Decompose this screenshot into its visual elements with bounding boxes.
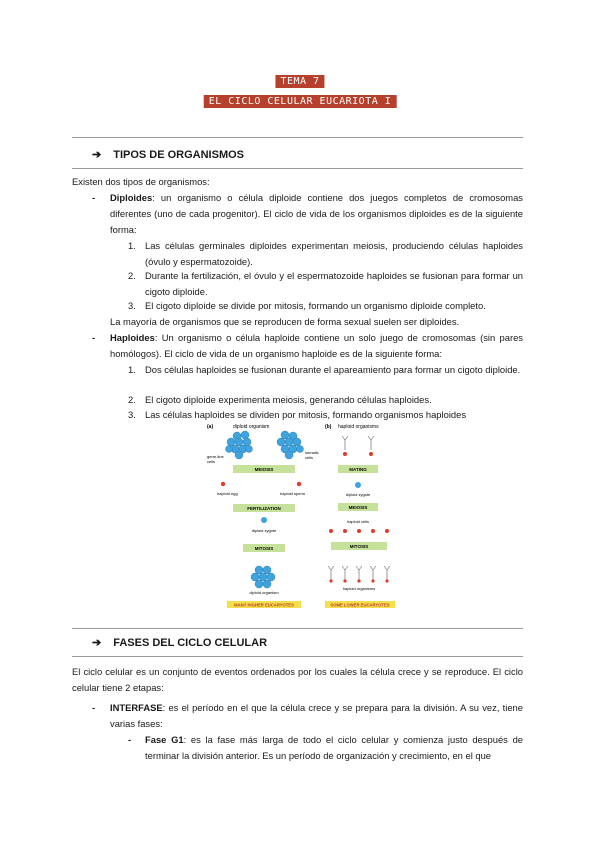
term-g1: Fase G1 <box>145 734 184 745</box>
fig-diploid-organism: diploid organism <box>249 590 279 595</box>
fig-mitosis-a: MITOSIS <box>254 546 274 551</box>
step-text: Las células germinales diploides experimentan meiosis, produciendo células haploides (óvulo y espermatozoide). <box>145 240 523 267</box>
step-number: 2. <box>128 394 136 405</box>
chapter-title: EL CICLO CELULAR EUCARIOTA I <box>204 95 397 108</box>
haploides-text: : Un organismo o célula haploide contiene un solo juego de cromosomas (sin pares homólogos). El ciclo de vida de un organismo haploide es de la siguiente forma: <box>110 332 523 359</box>
fig-haploid-sperm: haploid sperm <box>280 491 306 496</box>
step-number: 2. <box>128 270 136 281</box>
interfase-paragraph <box>110 700 523 732</box>
fig-tag-a: MANY HIGHER EUCARYOTES <box>234 602 294 608</box>
step-text: Las células haploides se dividen por mitosis, formando organismos haploides <box>145 409 467 420</box>
fig-meiosis: MEIOSIS <box>254 467 274 472</box>
term-diploides: Diploides <box>110 192 153 203</box>
fig-tag-b: SOME LOWER EUCARYOTES <box>330 602 390 608</box>
step-number: 1. <box>128 240 136 251</box>
step-number: 3. <box>128 300 136 311</box>
fig-somatic: somatic <box>305 450 319 455</box>
step-text: Durante la fertilización, el óvulo y el espermatozoide haploides se fusionan para formar un cigoto diploide. <box>145 270 523 297</box>
fig-haploid-egg: haploid egg <box>217 491 238 496</box>
tema-label: TEMA 7 <box>275 75 324 88</box>
egg-cell <box>221 482 225 486</box>
zygote-cell <box>355 482 361 488</box>
intro-text: Existen dos tipos de organismos: <box>72 176 210 187</box>
step-number: 1. <box>128 364 136 375</box>
section-heading-tipos <box>92 148 244 161</box>
diploides-text: : un organismo o célula diploide contiene dos juegos completos de cromosomas diferentes (uno de cada progenitor). El ciclo de vida de los organismos diploides es de la siguiente forma: <box>110 192 523 235</box>
diploid-organism-cluster <box>226 431 253 459</box>
fig-haploid-cells: haploid cells <box>346 519 370 524</box>
diploid-organism-cluster <box>251 566 275 588</box>
haploid-organisms-row <box>328 566 390 580</box>
fig-mitosis-b: MITOSIS <box>349 544 369 549</box>
divider <box>72 656 523 657</box>
arrow-icon: ➔ <box>92 149 102 161</box>
bullet-dash: - <box>92 332 96 343</box>
fig-mating: MATING <box>349 467 367 472</box>
step-text: El cigoto diploide experimenta meiosis, generando células haploides. <box>145 394 432 405</box>
g1-paragraph <box>145 732 523 764</box>
fig-somatic-cell: cells <box>305 455 314 460</box>
fases-intro: El ciclo celular es un conjunto de eventos ordenados por los cuales la célula crece y se reproduce. El ciclo celular tiene 2 etapas: <box>72 666 523 693</box>
step-number: 3. <box>128 409 136 420</box>
fig-haploid-organisms: haploid organisms <box>342 586 376 591</box>
haploid-organisms-row <box>342 436 374 450</box>
note-text: La mayoría de organismos que se reproducen de forma sexual suelen ser diploides. <box>110 316 460 327</box>
fig-diploid-zygote-a: diploid zygote <box>251 528 277 533</box>
fig-diploid-zygote-b: diploid zygote <box>345 492 371 497</box>
arrow-icon: ➔ <box>92 637 102 649</box>
diploid-organism-cluster <box>277 431 304 459</box>
fig-cells: cells <box>207 459 216 464</box>
fig-a-label: (a) <box>207 424 214 430</box>
fig-meiosis-b: MEIOSIS <box>348 505 368 510</box>
sperm-cell <box>297 482 301 486</box>
haploid-cell <box>369 452 373 456</box>
haploid-organism-tips <box>329 579 388 582</box>
step-text: El cigoto diploide se divide por mitosis, formando un organismo diploide completo. <box>145 300 486 311</box>
zygote-cell <box>261 517 267 523</box>
bullet-dash: - <box>92 702 96 713</box>
divider <box>72 628 523 629</box>
interfase-text: : es el período en el que la célula crece y se prepara para la división. A su vez, tiene varias fases: <box>110 702 523 729</box>
haploid-cell <box>343 452 347 456</box>
fig-b-label: (b) <box>325 424 332 430</box>
divider <box>72 137 523 138</box>
term-haploides: Haploides <box>110 332 155 343</box>
haploid-cells-row <box>329 529 389 533</box>
fig-b-title: haploid organisms <box>338 424 379 430</box>
diploides-paragraph <box>110 190 523 238</box>
life-cycle-figure <box>205 420 415 612</box>
fig-a-title: diploid organism <box>233 424 270 430</box>
fig-fertilization: FERTILIZATION <box>247 506 281 511</box>
bullet-dash: - <box>92 192 96 203</box>
section-title: TIPOS DE ORGANISMOS <box>113 148 245 161</box>
haploides-paragraph <box>110 330 523 362</box>
term-interfase: INTERFASE <box>110 702 163 713</box>
divider <box>72 168 523 169</box>
section-title: FASES DEL CICLO CELULAR <box>113 636 268 649</box>
g1-text: : es la fase más larga de todo el ciclo celular y comienza justo después de terminar la división anterior. Es un período de organización y crecimiento, en el que <box>145 734 523 761</box>
fig-germ-line: germ-line <box>207 454 224 459</box>
step-text: Dos células haploides se fusionan durante el apareamiento para formar un cigoto diploide. <box>145 364 521 375</box>
bullet-dash: - <box>128 734 132 745</box>
section-heading-fases <box>92 636 267 649</box>
